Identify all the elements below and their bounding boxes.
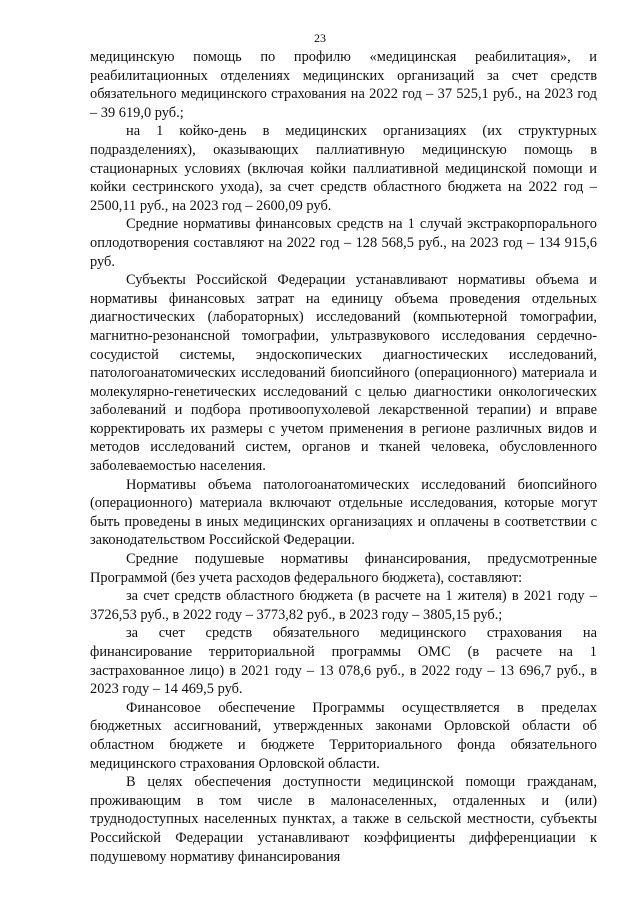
paragraph-differentiation-coefficients: В целях обеспечения доступности медицинской помощи гражданам, проживающим в том числе в малонаселенных, отдаленных и (или) труднодоступных населенных пунктах, а также в сельской местности, субъекты Российской Федерации устанавливают коэффициенты дифференциации к подушевому нормативу финансирования	[90, 774, 597, 865]
page-number: 23	[314, 31, 326, 45]
paragraph-oms-norm: за счет средств обязательного медицинского страхования на финансирование территориальной программы ОМС (в расчете на 1 застрахованное лицо) в 2021 году – 13 078,6 руб., в 2022 году – 13 696,7 руб., в 2023 году – 14 469,5 руб.	[90, 625, 597, 698]
paragraph-pathology-norms: Нормативы объема патологоанатомических исследований биопсийного (операционного) материала включают отдельные исследования, которые могут быть проведены в иных медицинских организациях и оплачены в соответствии с законодательством Российской Федерации.	[90, 476, 597, 549]
paragraph-program-funding: Финансовое обеспечение Программы осуществляется в пределах бюджетных ассигнований, утвержденных законами Орловской области об областном бюджете и бюджете Территориального фонда обязательного медицинского страхования Орловской области.	[90, 699, 597, 772]
paragraph-diagnostic-norms: Субъекты Российской Федерации устанавливают нормативы объема и нормативы финансовых затрат на единицу объема проведения отдельных диагностических (лабораторных) исследований (компьютерной томографии, магнитно-резонансной томографии, ультразвукового исследования сердечно-сосудистой системы, эндоскопических диагностических исследований, патологоанатомических исследований биопсийного (операционного) материала и молекулярно-генетических исследований с целью диагностики онкологических заболеваний и подбора противоопухолевой лекарственной терапии) и вправе корректировать их размеры с учетом применения в регионе различных видов и методов исследований систем, органов и тканей человека, обусловленного заболеваемостью населения.	[90, 272, 597, 475]
paragraph-per-capita-norms-intro: Средние подушевые нормативы финансирования, предусмотренные Программой (без учета расходов федерального бюджета), составляют:	[90, 551, 597, 586]
paragraph-regional-budget-norm: за счет средств областного бюджета (в расчете на 1 жителя) в 2021 году – 3726,53 руб., в 2022 году – 3773,82 руб., в 2023 году – 3805,15 руб.;	[90, 588, 597, 623]
document-body	[90, 48, 597, 866]
paragraph-palliative-care-norm: на 1 койко-день в медицинских организациях (их структурных подразделениях), оказывающих паллиативную медицинскую помощь в стационарных условиях (включая койки паллиативной медицинской помощи и койки сестринского ухода), за счет средств областного бюджета на 2022 год – 2500,11 руб., на 2023 год – 2600,09 руб.	[90, 123, 597, 214]
paragraph-continuation: медицинскую помощь по профилю «медицинская реабилитация», и реабилитационных отделениях медицинских организаций за счет средств обязательного медицинского страхования на 2022 год – 37 525,1 руб., на 2023 год – 39 619,0 руб.;	[90, 49, 597, 121]
paragraph-ivf-financing-norm: Средние нормативы финансовых средств на 1 случай экстракорпорального оплодотворения составляют на 2022 год – 128 568,5 руб., на 2023 год – 134 915,6 руб.	[90, 216, 597, 270]
